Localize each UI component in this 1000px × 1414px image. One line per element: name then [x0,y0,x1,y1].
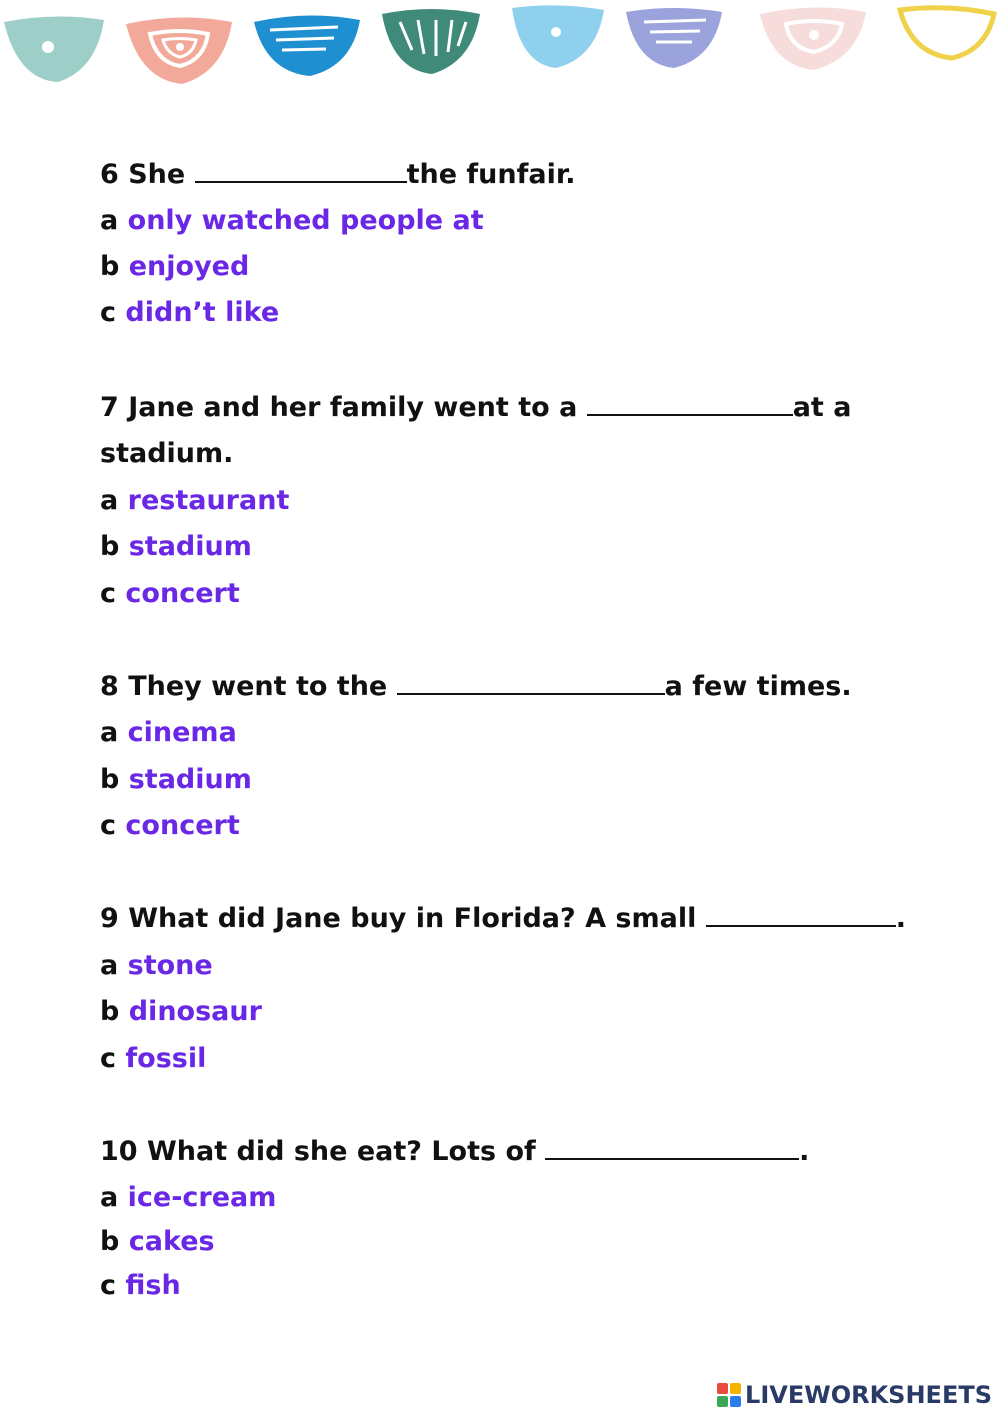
option-c[interactable] [100,577,240,611]
option-c[interactable] [100,1269,181,1303]
option-letter: c [100,578,117,609]
option-text[interactable]: stone [127,950,213,981]
option-text[interactable]: stadium [128,764,252,795]
option-text[interactable]: restaurant [127,485,290,516]
question-7-continuation [100,437,233,471]
answer-blank [397,693,665,695]
option-a[interactable] [100,1181,276,1215]
option-letter: c [100,1043,117,1074]
option-text[interactable]: concert [125,578,240,609]
option-letter: a [100,717,119,748]
option-letter: a [100,950,119,981]
option-c[interactable] [100,809,240,843]
question-number: 7 [100,392,119,423]
option-a[interactable] [100,204,484,238]
question-number: 10 [100,1136,138,1167]
question-text-before: Jane and her family went to a [128,392,578,423]
option-letter: b [100,251,120,282]
question-text-continuation: stadium. [100,438,234,469]
question-9 [100,902,906,936]
liveworksheets-logo-icon [717,1383,741,1407]
option-text[interactable]: concert [125,810,240,841]
option-letter: b [100,996,120,1027]
option-text[interactable]: cakes [128,1226,215,1257]
option-a[interactable] [100,716,237,750]
answer-blank [706,925,896,927]
option-text[interactable]: only watched people at [127,205,484,236]
bowl-green-leaves-icon [382,9,480,74]
question-number: 8 [100,671,119,702]
option-letter: b [100,1226,120,1257]
option-letter: c [100,810,117,841]
question-text-before: She [128,159,186,190]
option-b[interactable] [100,1225,215,1259]
liveworksheets-logo[interactable] [717,1382,992,1408]
question-text-before: What did she eat? Lots of [146,1136,536,1167]
question-text-after: a few times. [664,671,852,702]
option-letter: a [100,1182,119,1213]
option-text[interactable]: fish [125,1270,181,1301]
bowl-blue-striped-icon [254,15,360,76]
option-text[interactable]: didn’t like [125,297,280,328]
option-letter: a [100,205,119,236]
option-b[interactable] [100,995,262,1029]
bowl-teal-icon [4,16,104,82]
option-text[interactable]: fossil [125,1043,207,1074]
question-text-after: . [895,903,906,934]
option-letter: a [100,485,119,516]
brand-name: LIVEWORKSHEETS [745,1381,992,1409]
answer-blank [587,414,793,416]
option-text[interactable]: cinema [127,717,237,748]
option-c[interactable] [100,1042,206,1076]
bowl-yellow-outline-icon [900,8,994,58]
question-10 [100,1135,809,1169]
bowl-coral-spiral-icon [126,17,232,84]
option-b[interactable] [100,763,252,797]
option-letter: c [100,1270,117,1301]
option-text[interactable]: dinosaur [128,996,262,1027]
bowl-lavender-striped-icon [626,8,722,68]
option-b[interactable] [100,530,252,564]
question-number: 6 [100,159,119,190]
question-text-after: at a [792,392,852,423]
question-text-before: What did Jane buy in Florida? A small [128,903,697,934]
option-text[interactable]: ice-cream [127,1182,277,1213]
option-a[interactable] [100,484,289,518]
question-number: 9 [100,903,119,934]
option-text[interactable]: enjoyed [128,251,250,282]
bowl-sky-icon [512,5,604,68]
bowl-pink-spiral-icon [760,7,866,70]
option-text[interactable]: stadium [128,531,252,562]
option-b[interactable] [100,250,249,284]
option-a[interactable] [100,949,213,983]
decorative-bowls-banner [0,0,1000,95]
question-8 [100,670,852,704]
option-letter: c [100,297,117,328]
answer-blank [545,1158,799,1160]
option-letter: b [100,764,120,795]
question-text-before: They went to the [128,671,388,702]
answer-blank [195,181,407,183]
option-c[interactable] [100,296,279,330]
option-letter: b [100,531,120,562]
question-text-after: the funfair. [406,159,576,190]
question-7 [100,391,851,425]
question-text-after: . [799,1136,810,1167]
question-6 [100,158,576,192]
